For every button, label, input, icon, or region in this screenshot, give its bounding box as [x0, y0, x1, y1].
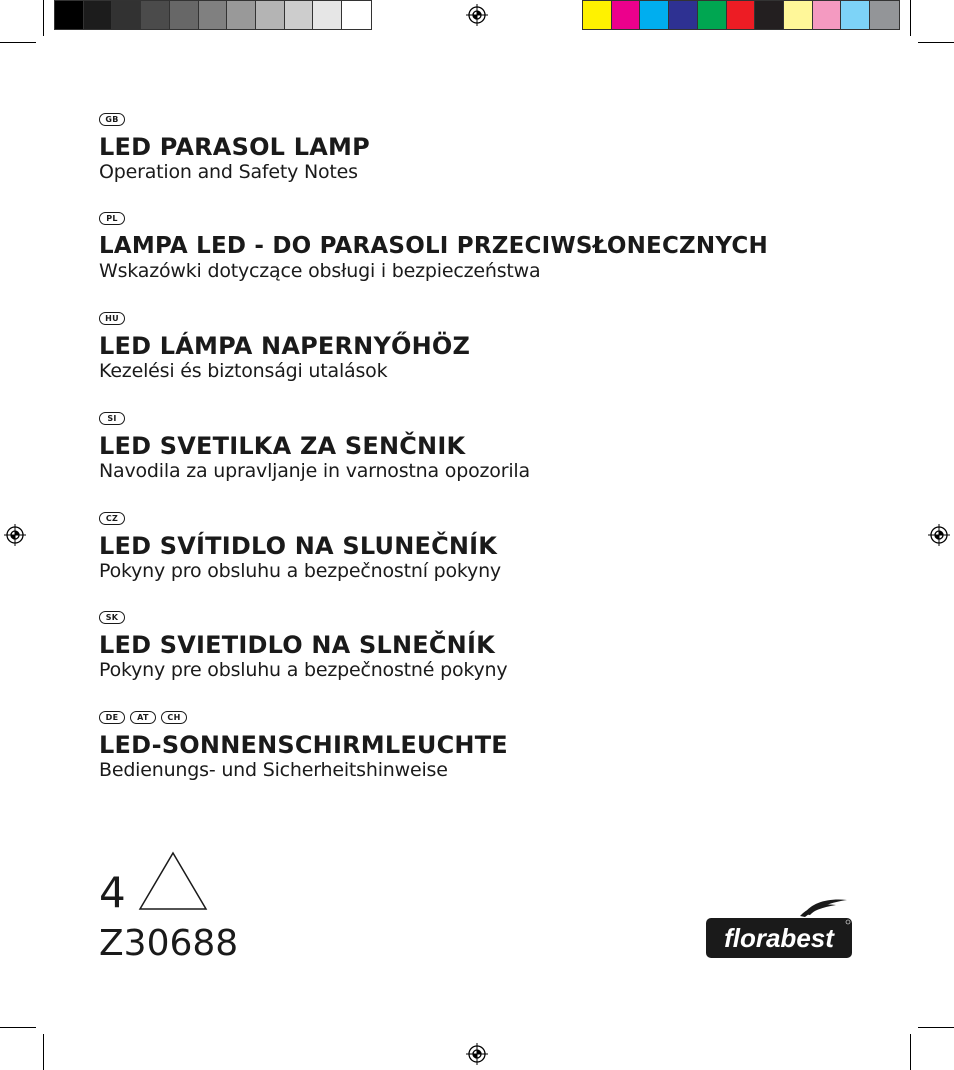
language-section [99, 412, 530, 482]
crop-mark [910, 0, 911, 36]
language-section [99, 711, 508, 781]
color-swatch [870, 1, 899, 29]
color-swatch [583, 1, 612, 29]
document-subtitle: Wskazówki dotyczące obsługi i bezpieczeństwa [99, 260, 541, 282]
color-swatch [112, 1, 141, 29]
brand-logo-text: florabest [724, 923, 834, 953]
document-subtitle: Navodila za upravljanje in varnostna opozorila [99, 460, 530, 482]
country-badge: HU [99, 312, 125, 325]
color-swatch [141, 1, 170, 29]
color-swatch [813, 1, 842, 29]
product-title: LED PARASOL LAMP [99, 133, 370, 161]
country-badge: SK [99, 611, 125, 624]
color-swatch [84, 1, 113, 29]
product-title: LED-SONNENSCHIRMLEUCHTE [99, 731, 508, 759]
language-section [99, 512, 501, 582]
country-badge: CZ [99, 512, 125, 525]
color-swatch [199, 1, 228, 29]
color-swatch [227, 1, 256, 29]
country-badge: PL [99, 212, 125, 225]
registration-mark-icon [466, 4, 488, 26]
color-swatch [698, 1, 727, 29]
process-color-bar [582, 0, 900, 30]
country-badge: AT [130, 711, 156, 724]
document-subtitle: Bedienungs- und Sicherheitshinweise [99, 759, 448, 781]
language-section [99, 611, 507, 681]
registration-mark-icon [4, 524, 26, 546]
country-badges [99, 212, 768, 226]
triangle-icon [138, 851, 208, 911]
color-swatch [170, 1, 199, 29]
color-swatch [313, 1, 342, 29]
product-title: LED SVETILKA ZA SENČNIK [99, 432, 466, 460]
document-subtitle: Pokyny pre obsluhu a bezpečnostné pokyny [99, 659, 508, 681]
color-swatch [640, 1, 669, 29]
country-badges [99, 312, 470, 326]
color-swatch [784, 1, 813, 29]
crop-mark [43, 0, 44, 36]
product-title: LED SVIETIDLO NA SLNEČNÍK [99, 631, 495, 659]
country-badge: DE [99, 711, 125, 724]
registration-mark-icon [466, 1043, 488, 1065]
country-badges [99, 113, 370, 127]
crop-mark [0, 42, 36, 43]
document-subtitle: Kezelési és biztonsági utalások [99, 360, 388, 382]
florabest-logo [704, 898, 854, 960]
revision-number: 4 [99, 868, 126, 917]
crop-mark [0, 1027, 36, 1028]
country-badges [99, 412, 530, 426]
language-section [99, 312, 470, 382]
crop-mark [918, 1027, 954, 1028]
document-subtitle: Pokyny pro obsluhu a bezpečnostní pokyny [99, 560, 501, 582]
product-title: LED SVÍTIDLO NA SLUNEČNÍK [99, 532, 498, 560]
country-badges [99, 711, 508, 725]
color-swatch [256, 1, 285, 29]
language-section [99, 113, 370, 183]
color-swatch [55, 1, 84, 29]
registration-mark-icon [928, 524, 950, 546]
product-title: LAMPA LED - DO PARASOLI PRZECIWSŁONECZNYCH [99, 233, 768, 259]
grayscale-color-bar [54, 0, 372, 30]
product-title: LED LÁMPA NAPERNYŐHÖZ [99, 332, 471, 360]
color-swatch [727, 1, 756, 29]
country-badge: CH [161, 711, 187, 724]
product-code: Z30688 [99, 923, 239, 964]
crop-mark [918, 42, 954, 43]
country-badge: SI [99, 412, 125, 425]
country-badge: GB [99, 113, 125, 126]
document-subtitle: Operation and Safety Notes [99, 161, 358, 183]
color-swatch [669, 1, 698, 29]
crop-mark [910, 1034, 911, 1070]
country-badges [99, 611, 507, 625]
color-swatch [612, 1, 641, 29]
language-section [99, 212, 768, 282]
color-swatch [755, 1, 784, 29]
crop-mark [43, 1034, 44, 1070]
color-swatch [285, 1, 314, 29]
color-swatch [841, 1, 870, 29]
country-badges [99, 512, 501, 526]
color-swatch [342, 1, 371, 29]
